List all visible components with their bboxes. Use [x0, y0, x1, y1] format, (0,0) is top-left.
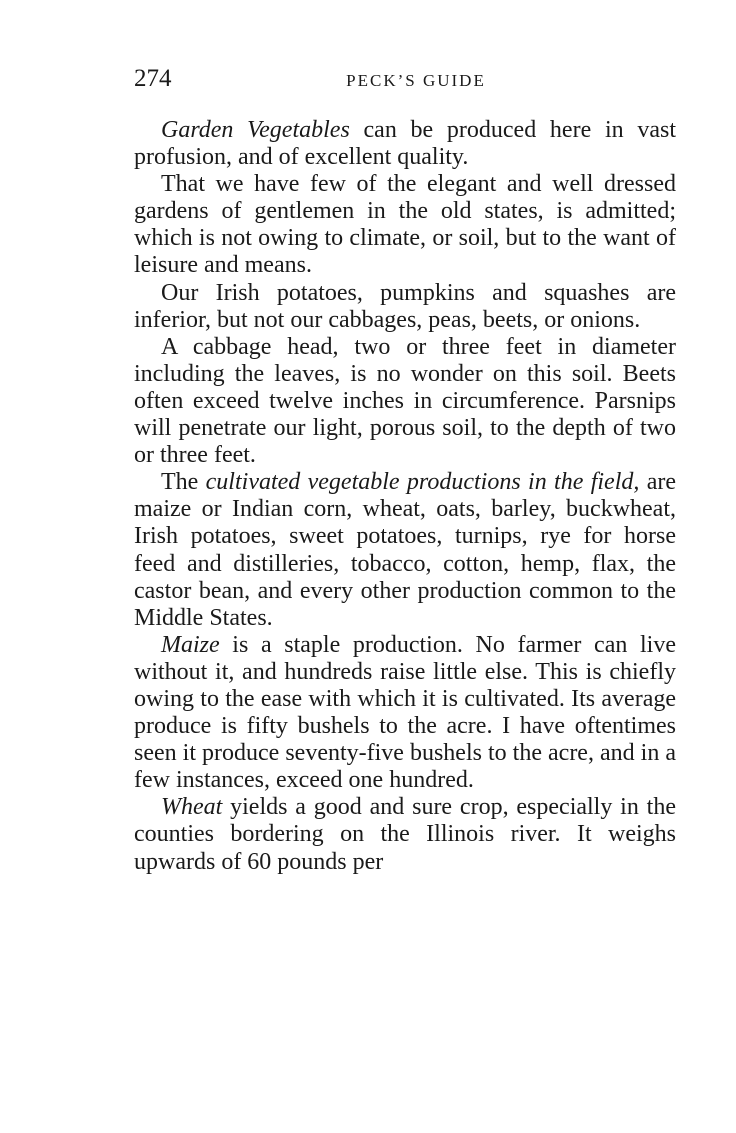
paragraph-text: is a staple production. No farmer can live without it, and hundreds raise little else. This is chiefly owing to the ease with which it is cultivated. Its average produce is fifty bushels to the acre. I have oftentimes seen it produce seventy-five bushels to the acre, and in a few instances, exceed one hundred. — [134, 631, 676, 794]
paragraph-maize — [134, 632, 676, 795]
italic-term: cultivated vegetable productions in the field, — [205, 469, 640, 496]
italic-term: Garden Vegetables — [161, 117, 350, 143]
paragraph-text: can be produced here in vast profusion, and of excellent quality. — [134, 117, 676, 171]
paragraph-garden-vegetables — [134, 117, 676, 171]
paragraph-lead: The — [161, 469, 206, 496]
paragraph-text: A cabbage head, two or three feet in diameter including the leaves, is no wonder on this soil. Beets often exceed twelve inches in circumference. Parsnips will penetrate our light, porous soil, to the depth of two or three feet. — [134, 333, 676, 469]
paragraph-text: That we have few of the elegant and well dressed gardens of gentlemen in the old states, is admitted; which is not owing to climate, or soil, but to the want of leisure and means. — [134, 171, 676, 279]
page-header — [134, 64, 676, 94]
paragraph-field-productions — [134, 469, 676, 632]
paragraph-gardens — [134, 171, 676, 279]
paragraph-text: are maize or Indian corn, wheat, oats, barley, buckwheat, Irish potatoes, sweet potatoes, turnips, rye for horse feed and distilleries, tobacco, cotton, hemp, flax, the castor bean, and every other production common to the Middle States. — [134, 469, 677, 631]
body-text — [134, 117, 676, 876]
page-number: 274 — [134, 65, 172, 92]
paragraph-wheat — [134, 794, 676, 875]
running-head: PECK’S GUIDE — [346, 71, 486, 90]
italic-term: Maize — [161, 631, 220, 658]
paragraph-text: Our Irish potatoes, pumpkins and squashes are inferior, but not our cabbages, peas, beets, or onions. — [134, 279, 676, 333]
paragraph-text: yields a good and sure crop, especially in the counties bordering on the Illinois river. It weighs upwards of 60 pounds per — [134, 794, 676, 875]
paragraph-potatoes — [134, 280, 676, 334]
italic-term: Wheat — [161, 794, 223, 821]
paragraph-cabbage — [134, 334, 676, 469]
